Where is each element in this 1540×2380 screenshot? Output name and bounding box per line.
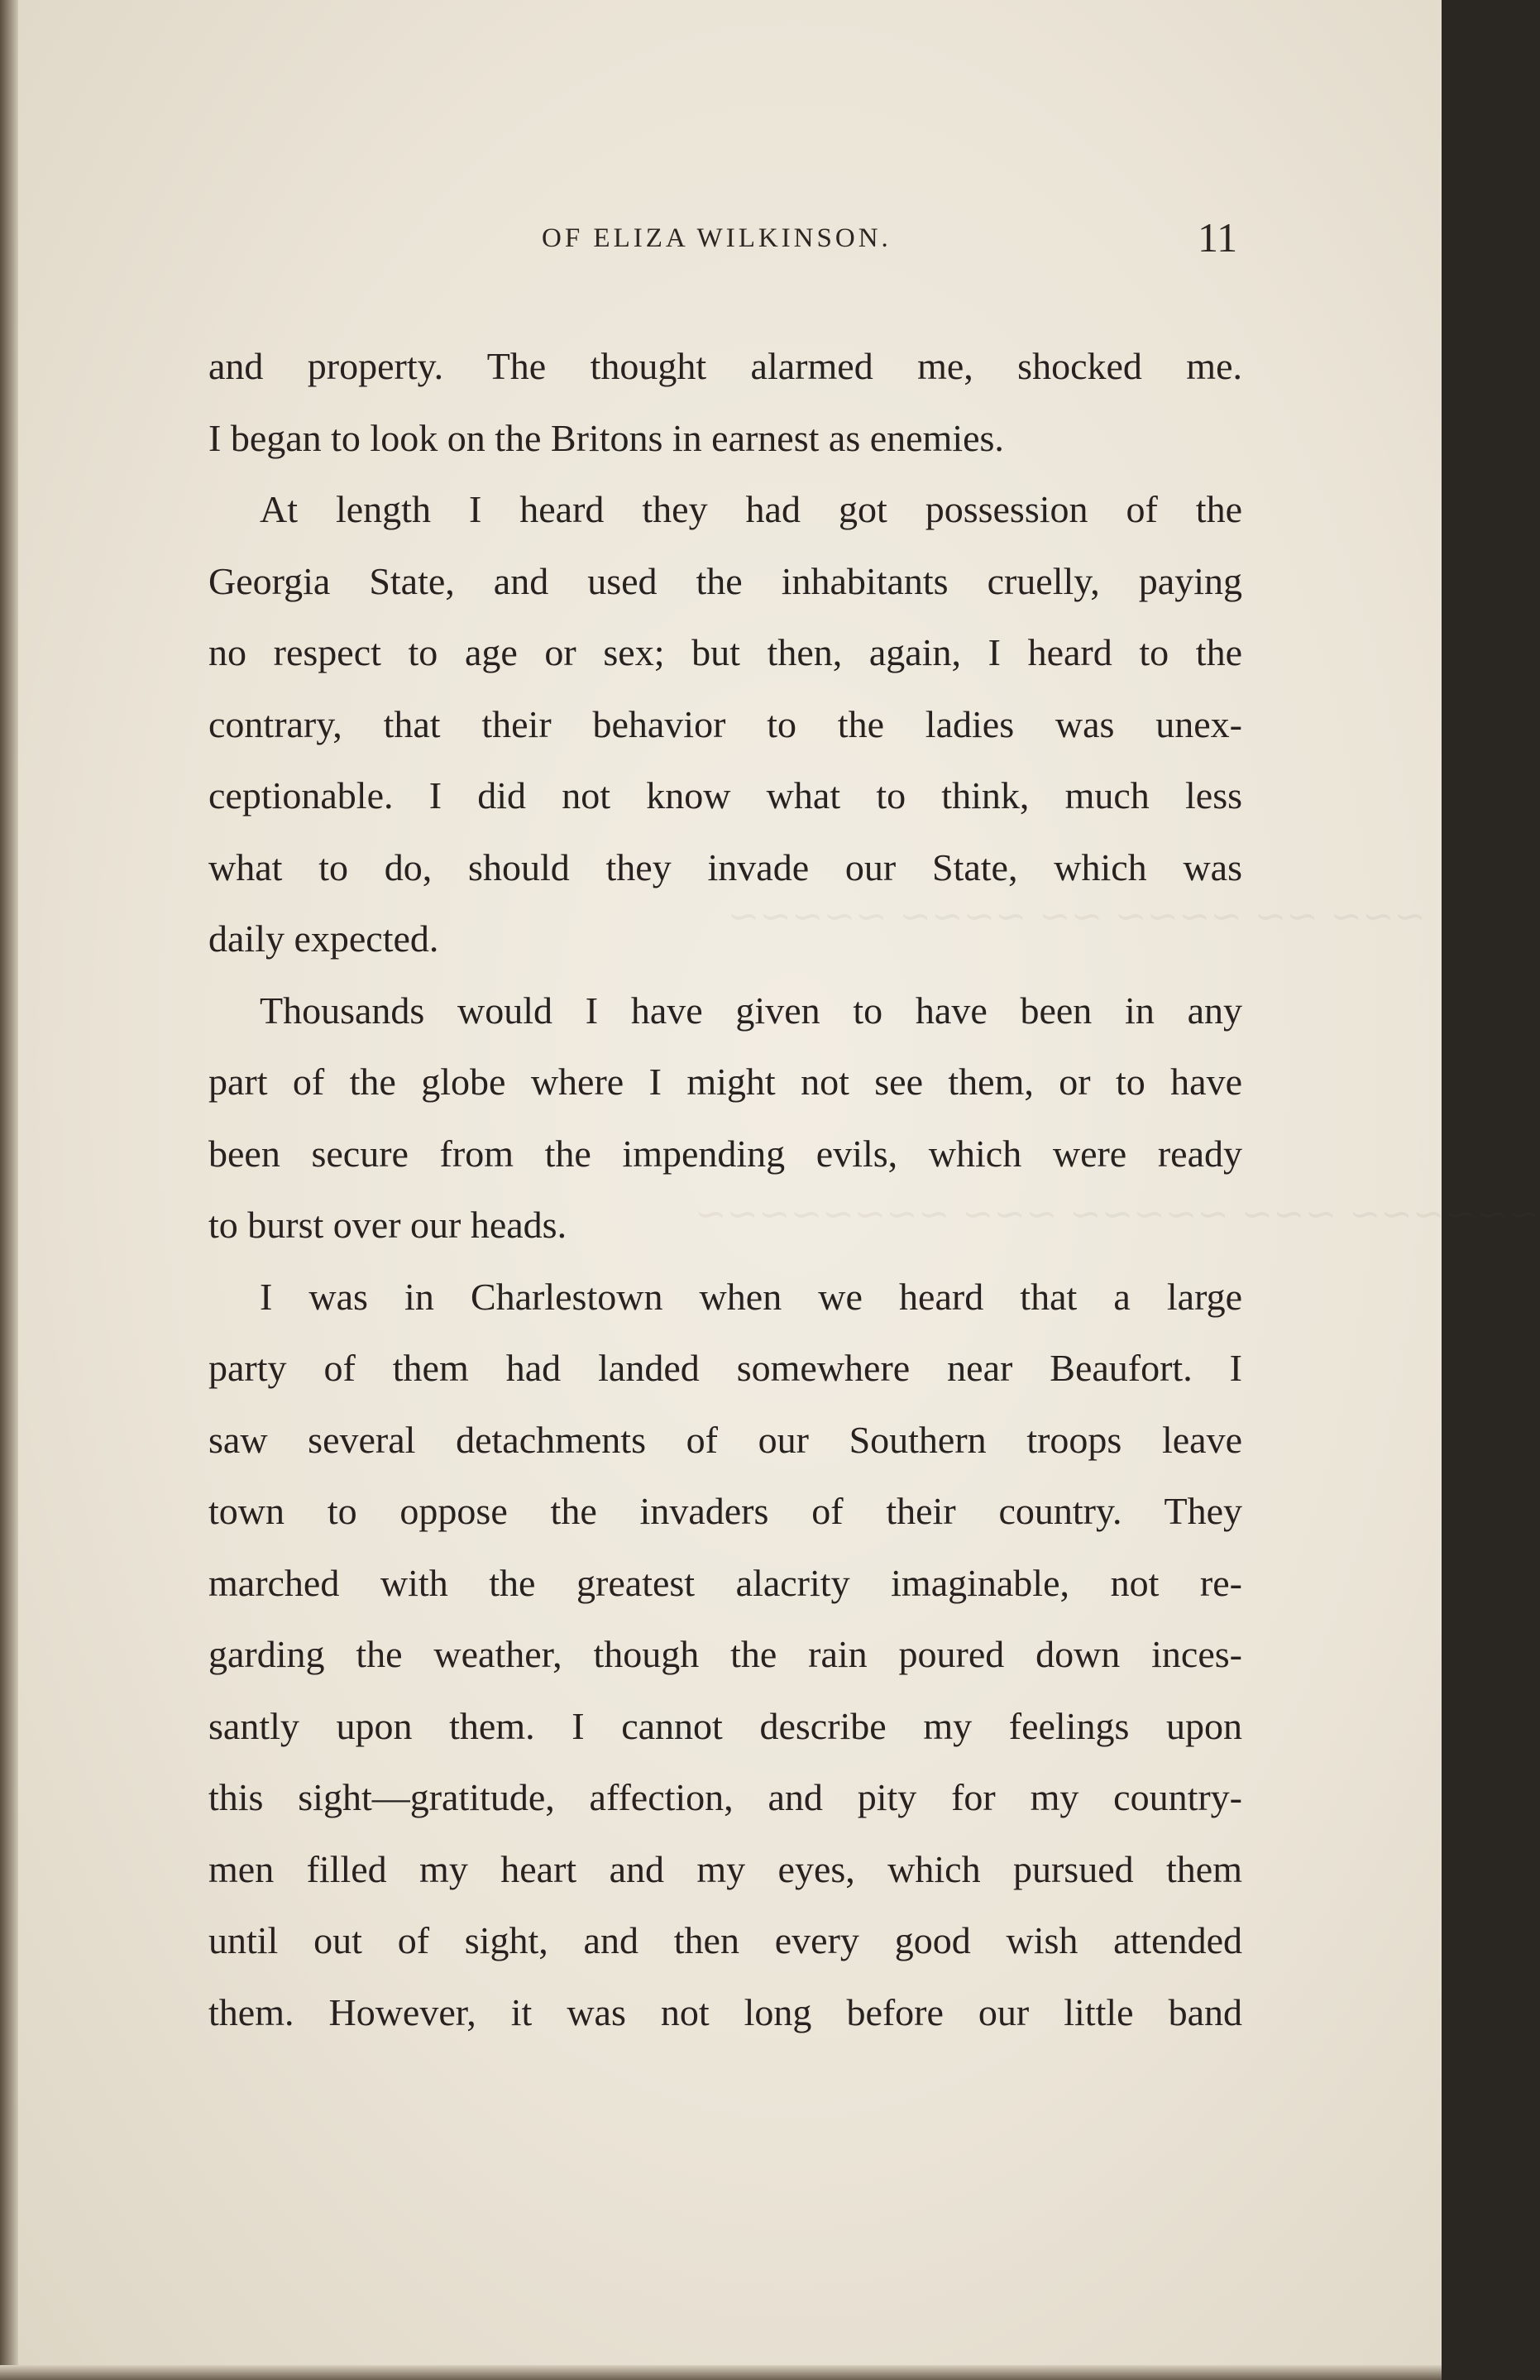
text-line: Thousands would I have given to have been in any [260, 989, 1242, 1032]
page-binding-edge [0, 0, 18, 2380]
text-line: ceptionable. I did not know what to think, much less [208, 774, 1242, 816]
text-line: this sight—gratitude, affection, and pity for my country- [208, 1776, 1242, 1818]
text-line: to burst over our heads. [208, 1204, 567, 1246]
text-line: men filled my heart and my eyes, which pursued them [208, 1847, 1242, 1890]
text-line: I was in Charlestown when we heard that a large [260, 1275, 1242, 1318]
text-line: I began to look on the Britons in earnest as enemies. [208, 416, 1004, 459]
text-line: daily expected. [208, 917, 439, 960]
text-line: marched with the greatest alacrity imaginable, not re- [208, 1561, 1242, 1604]
text-line: saw several detachments of our Southern troops leave [208, 1418, 1242, 1461]
text-line: At length I heard they had got possession of the [260, 488, 1242, 530]
text-line: contrary, that their behavior to the ladies was unex- [208, 702, 1242, 745]
text-line: Georgia State, and used the inhabitants cruelly, paying [208, 559, 1242, 602]
ink-bleed-through: ~~~~~~ ~~~ ~~~~~ ~~~ ~~~~~~~~ [695, 1191, 1540, 1236]
text-line: them. However, it was not long before our little band [208, 1990, 1242, 2033]
ink-bleed-through: ~~~ ~~ ~~~~ ~~ ~~~~ ~~~~~ [728, 893, 1426, 938]
text-line: been secure from the impending evils, which were ready [208, 1132, 1242, 1175]
text-line: garding the weather, though the rain poured down inces- [208, 1633, 1242, 1675]
text-line: and property. The thought alarmed me, shocked me. [208, 345, 1242, 387]
text-line: town to oppose the invaders of their country. They [208, 1490, 1242, 1532]
text-line: what to do, should they invade our State, which was [208, 845, 1242, 888]
text-line: until out of sight, and then every good wish attended [208, 1919, 1242, 1961]
running-head: OF ELIZA WILKINSON. [542, 223, 892, 253]
text-line: santly upon them. I cannot describe my feelings upon [208, 1704, 1242, 1747]
page-bottom-edge [0, 2365, 1442, 2380]
page-number: 11 [1198, 214, 1238, 261]
body-text [208, 331, 1242, 2048]
text-line: party of them had landed somewhere near Beaufort. I [208, 1347, 1242, 1389]
text-line: no respect to age or sex; but then, again, I heard to the [208, 631, 1242, 673]
text-line: part of the globe where I might not see them, or to have [208, 1061, 1242, 1103]
